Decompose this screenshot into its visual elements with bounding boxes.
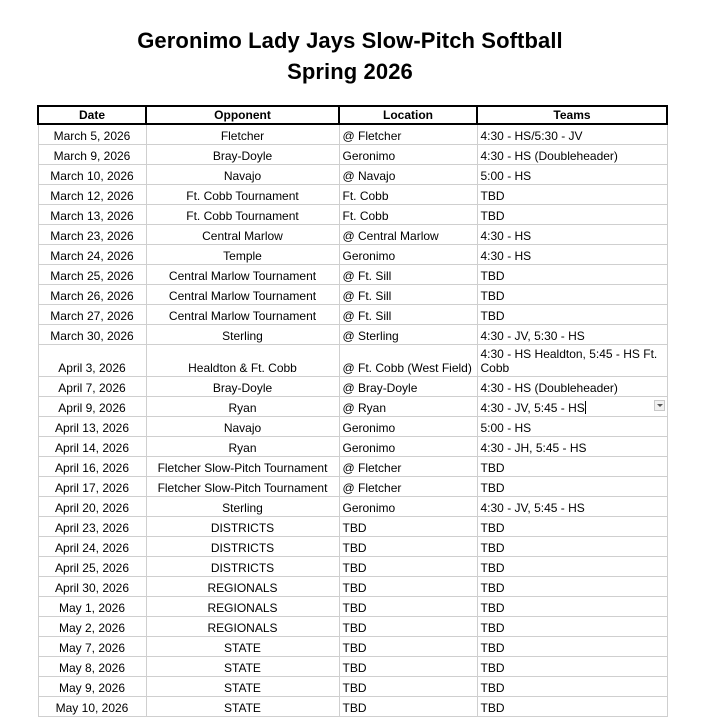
opponent-cell-text: Ft. Cobb Tournament bbox=[186, 189, 299, 203]
opponent-cell-text: Navajo bbox=[223, 169, 262, 183]
location-cell[interactable] bbox=[339, 345, 477, 377]
location-cell-text: TBD bbox=[342, 601, 367, 615]
date-cell-text: April 23, 2026 bbox=[54, 521, 130, 535]
location-cell[interactable] bbox=[339, 657, 477, 677]
location-cell-text: TBD bbox=[342, 521, 367, 535]
teams-cell[interactable] bbox=[477, 205, 667, 225]
teams-cell-text: 5:00 - HS bbox=[480, 169, 532, 183]
teams-cell-text: 4:30 - HS bbox=[480, 229, 532, 243]
teams-cell-text: TBD bbox=[480, 269, 505, 283]
teams-cell[interactable] bbox=[477, 597, 667, 617]
opponent-cell[interactable] bbox=[146, 225, 339, 245]
location-cell[interactable] bbox=[339, 697, 477, 717]
table-row bbox=[38, 205, 667, 225]
date-cell-text: March 26, 2026 bbox=[50, 289, 134, 303]
date-cell-text: March 9, 2026 bbox=[53, 149, 131, 163]
column-header-location[interactable]: Location bbox=[339, 106, 477, 124]
date-cell[interactable] bbox=[38, 124, 146, 145]
date-cell[interactable] bbox=[38, 345, 146, 377]
teams-cell[interactable] bbox=[477, 557, 667, 577]
location-cell-text: Geronimo bbox=[342, 249, 396, 263]
opponent-cell-text: DISTRICTS bbox=[210, 521, 275, 535]
teams-cell[interactable] bbox=[477, 145, 667, 165]
teams-cell-text: 5:00 - HS bbox=[480, 421, 532, 435]
location-cell[interactable] bbox=[339, 597, 477, 617]
location-cell-text: @ Fletcher bbox=[342, 481, 402, 495]
opponent-cell[interactable] bbox=[146, 185, 339, 205]
table-row bbox=[38, 477, 667, 497]
location-cell[interactable] bbox=[339, 417, 477, 437]
table-row bbox=[38, 145, 667, 165]
teams-cell[interactable] bbox=[477, 185, 667, 205]
table-row bbox=[38, 377, 667, 397]
table-row bbox=[38, 285, 667, 305]
teams-cell-text: 4:30 - HS/5:30 - JV bbox=[480, 129, 583, 143]
date-cell-text: March 23, 2026 bbox=[50, 229, 134, 243]
opponent-cell-text: STATE bbox=[224, 701, 261, 715]
date-cell-text: April 24, 2026 bbox=[54, 541, 130, 555]
table-row bbox=[38, 325, 667, 345]
opponent-cell-text: Healdton & Ft. Cobb bbox=[188, 361, 297, 375]
teams-cell[interactable] bbox=[477, 577, 667, 597]
opponent-cell[interactable] bbox=[146, 537, 339, 557]
opponent-cell[interactable] bbox=[146, 637, 339, 657]
table-row bbox=[38, 617, 667, 637]
column-header-opponent[interactable]: Opponent bbox=[146, 106, 339, 124]
location-cell-text: Geronimo bbox=[342, 501, 396, 515]
opponent-cell-text: REGIONALS bbox=[207, 621, 278, 635]
opponent-cell-text: STATE bbox=[224, 661, 261, 675]
opponent-cell-text: Central Marlow Tournament bbox=[168, 309, 317, 323]
location-cell[interactable] bbox=[339, 185, 477, 205]
table-row bbox=[38, 637, 667, 657]
date-cell[interactable] bbox=[38, 477, 146, 497]
date-cell-text: April 14, 2026 bbox=[54, 441, 130, 455]
opponent-cell[interactable] bbox=[146, 205, 339, 225]
teams-cell[interactable] bbox=[477, 285, 667, 305]
location-cell-text: Geronimo bbox=[342, 441, 396, 455]
location-cell-text: TBD bbox=[342, 661, 367, 675]
date-cell[interactable] bbox=[38, 517, 146, 537]
date-cell-text: March 13, 2026 bbox=[50, 209, 134, 223]
teams-cell[interactable] bbox=[477, 637, 667, 657]
opponent-cell[interactable] bbox=[146, 165, 339, 185]
table-row bbox=[38, 245, 667, 265]
location-cell-text: @ Fletcher bbox=[342, 461, 402, 475]
opponent-cell-text: Navajo bbox=[223, 421, 262, 435]
location-cell[interactable] bbox=[339, 617, 477, 637]
opponent-cell-text: Ryan bbox=[228, 401, 257, 415]
opponent-cell[interactable] bbox=[146, 557, 339, 577]
table-row bbox=[38, 657, 667, 677]
opponent-cell[interactable] bbox=[146, 145, 339, 165]
teams-cell[interactable] bbox=[477, 477, 667, 497]
opponent-cell[interactable] bbox=[146, 265, 339, 285]
location-cell-text: TBD bbox=[342, 541, 367, 555]
location-cell-text: @ Bray-Doyle bbox=[342, 381, 418, 395]
opponent-cell[interactable] bbox=[146, 597, 339, 617]
teams-cell-text: TBD bbox=[480, 561, 505, 575]
teams-cell-text: TBD bbox=[480, 521, 505, 535]
table-row bbox=[38, 597, 667, 617]
table-row bbox=[38, 124, 667, 145]
teams-cell-text: TBD bbox=[480, 581, 505, 595]
opponent-cell-text: Fletcher Slow-Pitch Tournament bbox=[157, 481, 328, 495]
teams-cell-text: 4:30 - HS Healdton, 5:45 - HS Ft. Cobb bbox=[480, 347, 658, 375]
teams-cell-text: TBD bbox=[480, 541, 505, 555]
date-cell-text: March 10, 2026 bbox=[50, 169, 134, 183]
teams-cell[interactable] bbox=[477, 617, 667, 637]
table-row bbox=[38, 517, 667, 537]
location-cell-text: @ Ft. Sill bbox=[342, 269, 392, 283]
date-cell-text: May 2, 2026 bbox=[58, 621, 126, 635]
location-cell-text: TBD bbox=[342, 681, 367, 695]
date-cell-text: March 30, 2026 bbox=[50, 329, 134, 343]
page-title: Geronimo Lady Jays Slow-Pitch Softball bbox=[137, 28, 563, 53]
opponent-cell-text: Central Marlow Tournament bbox=[168, 289, 317, 303]
location-cell[interactable] bbox=[339, 637, 477, 657]
date-cell[interactable] bbox=[38, 185, 146, 205]
date-cell[interactable] bbox=[38, 245, 146, 265]
teams-cell-text: TBD bbox=[480, 601, 505, 615]
opponent-cell-text: Ryan bbox=[228, 441, 257, 455]
date-cell[interactable] bbox=[38, 457, 146, 477]
location-cell-text: @ Ryan bbox=[342, 401, 387, 415]
location-cell-text: Ft. Cobb bbox=[342, 209, 389, 223]
opponent-cell[interactable] bbox=[146, 397, 339, 417]
date-cell-text: April 3, 2026 bbox=[58, 361, 126, 375]
teams-cell[interactable] bbox=[477, 697, 667, 717]
date-cell-text: May 10, 2026 bbox=[55, 701, 129, 715]
table-row bbox=[38, 397, 667, 417]
opponent-cell-text: REGIONALS bbox=[207, 601, 278, 615]
teams-cell[interactable] bbox=[477, 325, 667, 345]
location-cell[interactable] bbox=[339, 677, 477, 697]
schedule-table bbox=[37, 105, 668, 717]
date-cell[interactable] bbox=[38, 225, 146, 245]
table-row bbox=[38, 557, 667, 577]
location-cell[interactable] bbox=[339, 437, 477, 457]
table-row bbox=[38, 265, 667, 285]
location-cell-text: @ Navajo bbox=[342, 169, 396, 183]
table-row bbox=[38, 697, 667, 717]
date-cell-text: May 7, 2026 bbox=[58, 641, 126, 655]
opponent-cell[interactable] bbox=[146, 325, 339, 345]
opponent-cell[interactable] bbox=[146, 305, 339, 325]
date-cell[interactable] bbox=[38, 557, 146, 577]
opponent-cell[interactable] bbox=[146, 677, 339, 697]
table-row bbox=[38, 417, 667, 437]
teams-cell[interactable] bbox=[477, 345, 667, 377]
date-cell[interactable] bbox=[38, 497, 146, 517]
table-row bbox=[38, 225, 667, 245]
location-cell[interactable] bbox=[339, 577, 477, 597]
teams-cell-text: TBD bbox=[480, 209, 505, 223]
location-cell[interactable] bbox=[339, 457, 477, 477]
teams-cell[interactable] bbox=[477, 225, 667, 245]
date-cell[interactable] bbox=[38, 697, 146, 717]
date-cell-text: April 17, 2026 bbox=[54, 481, 130, 495]
date-cell[interactable] bbox=[38, 617, 146, 637]
location-cell[interactable] bbox=[339, 285, 477, 305]
location-cell-text: TBD bbox=[342, 561, 367, 575]
location-cell[interactable] bbox=[339, 265, 477, 285]
date-cell-text: March 12, 2026 bbox=[50, 189, 134, 203]
date-cell-text: March 5, 2026 bbox=[53, 129, 131, 143]
teams-cell-text: 4:30 - JV, 5:45 - HS bbox=[480, 501, 585, 515]
teams-cell[interactable] bbox=[477, 517, 667, 537]
date-cell-text: April 25, 2026 bbox=[54, 561, 130, 575]
date-cell-text: May 9, 2026 bbox=[58, 681, 126, 695]
location-cell-text: TBD bbox=[342, 701, 367, 715]
teams-cell[interactable] bbox=[477, 437, 667, 457]
date-cell-text: March 24, 2026 bbox=[50, 249, 134, 263]
opponent-cell-text: Fletcher bbox=[220, 129, 265, 143]
teams-cell[interactable] bbox=[477, 165, 667, 185]
date-cell[interactable] bbox=[38, 285, 146, 305]
location-cell[interactable] bbox=[339, 325, 477, 345]
location-cell[interactable] bbox=[339, 124, 477, 145]
opponent-cell-text: DISTRICTS bbox=[210, 561, 275, 575]
teams-cell-text: TBD bbox=[480, 701, 505, 715]
date-cell[interactable] bbox=[38, 657, 146, 677]
date-cell[interactable] bbox=[38, 677, 146, 697]
dropdown-arrow-icon[interactable] bbox=[654, 400, 665, 411]
location-cell[interactable] bbox=[339, 145, 477, 165]
teams-cell[interactable] bbox=[477, 457, 667, 477]
date-cell[interactable] bbox=[38, 577, 146, 597]
teams-cell[interactable] bbox=[477, 417, 667, 437]
table-row bbox=[38, 305, 667, 325]
opponent-cell[interactable] bbox=[146, 285, 339, 305]
opponent-cell-text: Ft. Cobb Tournament bbox=[186, 209, 299, 223]
teams-cell-text: 4:30 - HS (Doubleheader) bbox=[480, 381, 618, 395]
location-cell[interactable] bbox=[339, 225, 477, 245]
location-cell-text: @ Ft. Sill bbox=[342, 309, 392, 323]
teams-cell-text: 4:30 - JH, 5:45 - HS bbox=[480, 441, 587, 455]
location-cell[interactable] bbox=[339, 497, 477, 517]
table-row bbox=[38, 185, 667, 205]
date-cell-text: March 25, 2026 bbox=[50, 269, 134, 283]
location-cell-text: Geronimo bbox=[342, 149, 396, 163]
opponent-cell-text: STATE bbox=[224, 641, 261, 655]
opponent-cell[interactable] bbox=[146, 477, 339, 497]
location-cell[interactable] bbox=[339, 557, 477, 577]
opponent-cell[interactable] bbox=[146, 457, 339, 477]
date-cell-text: April 7, 2026 bbox=[58, 381, 126, 395]
date-cell-text: April 13, 2026 bbox=[54, 421, 130, 435]
opponent-cell[interactable] bbox=[146, 657, 339, 677]
opponent-cell-text: DISTRICTS bbox=[210, 541, 275, 555]
date-cell[interactable] bbox=[38, 325, 146, 345]
date-cell[interactable] bbox=[38, 537, 146, 557]
opponent-cell-text: STATE bbox=[224, 681, 261, 695]
page-subtitle: Spring 2026 bbox=[287, 59, 413, 84]
table-row bbox=[38, 577, 667, 597]
opponent-cell[interactable] bbox=[146, 345, 339, 377]
teams-cell[interactable] bbox=[477, 377, 667, 397]
teams-cell[interactable] bbox=[477, 677, 667, 697]
date-cell[interactable] bbox=[38, 145, 146, 165]
teams-cell[interactable] bbox=[477, 397, 667, 417]
location-cell[interactable] bbox=[339, 205, 477, 225]
date-cell[interactable] bbox=[38, 205, 146, 225]
table-row bbox=[38, 437, 667, 457]
teams-cell-text: TBD bbox=[480, 681, 505, 695]
date-cell[interactable] bbox=[38, 397, 146, 417]
teams-cell-text: 4:30 - JV, 5:45 - HS bbox=[480, 401, 585, 415]
opponent-cell[interactable] bbox=[146, 497, 339, 517]
teams-cell[interactable] bbox=[477, 265, 667, 285]
opponent-cell[interactable] bbox=[146, 617, 339, 637]
table-row bbox=[38, 345, 667, 377]
opponent-cell[interactable] bbox=[146, 697, 339, 717]
date-cell[interactable] bbox=[38, 377, 146, 397]
teams-cell-text: TBD bbox=[480, 641, 505, 655]
date-cell-text: May 1, 2026 bbox=[58, 601, 126, 615]
location-cell-text: @ Ft. Cobb (West Field) bbox=[342, 361, 472, 375]
table-row bbox=[38, 497, 667, 517]
table-row bbox=[38, 537, 667, 557]
opponent-cell[interactable] bbox=[146, 417, 339, 437]
teams-cell-text: 4:30 - HS bbox=[480, 249, 532, 263]
teams-cell[interactable] bbox=[477, 245, 667, 265]
date-cell-text: April 9, 2026 bbox=[58, 401, 126, 415]
teams-cell-text: 4:30 - HS (Doubleheader) bbox=[480, 149, 618, 163]
location-cell-text: TBD bbox=[342, 581, 367, 595]
teams-cell-text: TBD bbox=[480, 661, 505, 675]
teams-cell-text: 4:30 - JV, 5:30 - HS bbox=[480, 329, 585, 343]
date-cell[interactable] bbox=[38, 165, 146, 185]
table-row bbox=[38, 677, 667, 697]
teams-cell-text: TBD bbox=[480, 481, 505, 495]
teams-cell-text: TBD bbox=[480, 621, 505, 635]
opponent-cell-text: REGIONALS bbox=[207, 581, 278, 595]
location-cell-text: Ft. Cobb bbox=[342, 189, 389, 203]
location-cell[interactable] bbox=[339, 397, 477, 417]
date-cell[interactable] bbox=[38, 305, 146, 325]
date-cell[interactable] bbox=[38, 597, 146, 617]
teams-cell-text: TBD bbox=[480, 461, 505, 475]
table-row bbox=[38, 457, 667, 477]
location-cell-text: @ Ft. Sill bbox=[342, 289, 392, 303]
teams-cell[interactable] bbox=[477, 124, 667, 145]
opponent-cell[interactable] bbox=[146, 437, 339, 457]
teams-cell[interactable] bbox=[477, 305, 667, 325]
location-cell-text: TBD bbox=[342, 641, 367, 655]
date-cell-text: April 30, 2026 bbox=[54, 581, 130, 595]
opponent-cell-text: Central Marlow Tournament bbox=[168, 269, 317, 283]
date-cell[interactable] bbox=[38, 637, 146, 657]
location-cell[interactable] bbox=[339, 305, 477, 325]
teams-cell-text: TBD bbox=[480, 289, 505, 303]
date-cell[interactable] bbox=[38, 417, 146, 437]
opponent-cell-text: Temple bbox=[223, 249, 262, 263]
opponent-cell-text: Bray-Doyle bbox=[212, 381, 273, 395]
location-cell[interactable] bbox=[339, 245, 477, 265]
column-header-teams[interactable]: Teams bbox=[477, 106, 667, 124]
opponent-cell[interactable] bbox=[146, 124, 339, 145]
teams-cell-text: TBD bbox=[480, 189, 505, 203]
header-row bbox=[38, 106, 667, 124]
text-cursor bbox=[585, 401, 586, 414]
date-cell[interactable] bbox=[38, 437, 146, 457]
location-cell-text: Geronimo bbox=[342, 421, 396, 435]
opponent-cell[interactable] bbox=[146, 517, 339, 537]
opponent-cell-text: Sterling bbox=[222, 329, 263, 343]
location-cell[interactable] bbox=[339, 165, 477, 185]
opponent-cell[interactable] bbox=[146, 245, 339, 265]
date-cell-text: April 16, 2026 bbox=[54, 461, 130, 475]
date-cell-text: May 8, 2026 bbox=[58, 661, 126, 675]
location-cell-text: @ Central Marlow bbox=[342, 229, 439, 243]
teams-cell-text: TBD bbox=[480, 309, 505, 323]
opponent-cell[interactable] bbox=[146, 377, 339, 397]
location-cell[interactable] bbox=[339, 377, 477, 397]
opponent-cell-text: Bray-Doyle bbox=[212, 149, 273, 163]
teams-cell[interactable] bbox=[477, 537, 667, 557]
opponent-cell-text: Sterling bbox=[222, 501, 263, 515]
date-cell-text: March 27, 2026 bbox=[50, 309, 134, 323]
location-cell-text: @ Fletcher bbox=[342, 129, 402, 143]
teams-cell[interactable] bbox=[477, 497, 667, 517]
location-cell[interactable] bbox=[339, 537, 477, 557]
location-cell[interactable] bbox=[339, 477, 477, 497]
table-row bbox=[38, 165, 667, 185]
date-cell-text: April 20, 2026 bbox=[54, 501, 130, 515]
column-header-date[interactable]: Date bbox=[38, 106, 146, 124]
opponent-cell-text: Fletcher Slow-Pitch Tournament bbox=[157, 461, 328, 475]
teams-cell[interactable] bbox=[477, 657, 667, 677]
location-cell-text: TBD bbox=[342, 621, 367, 635]
date-cell[interactable] bbox=[38, 265, 146, 285]
location-cell-text: @ Sterling bbox=[342, 329, 399, 343]
opponent-cell[interactable] bbox=[146, 577, 339, 597]
opponent-cell-text: Central Marlow bbox=[202, 229, 283, 243]
location-cell[interactable] bbox=[339, 517, 477, 537]
